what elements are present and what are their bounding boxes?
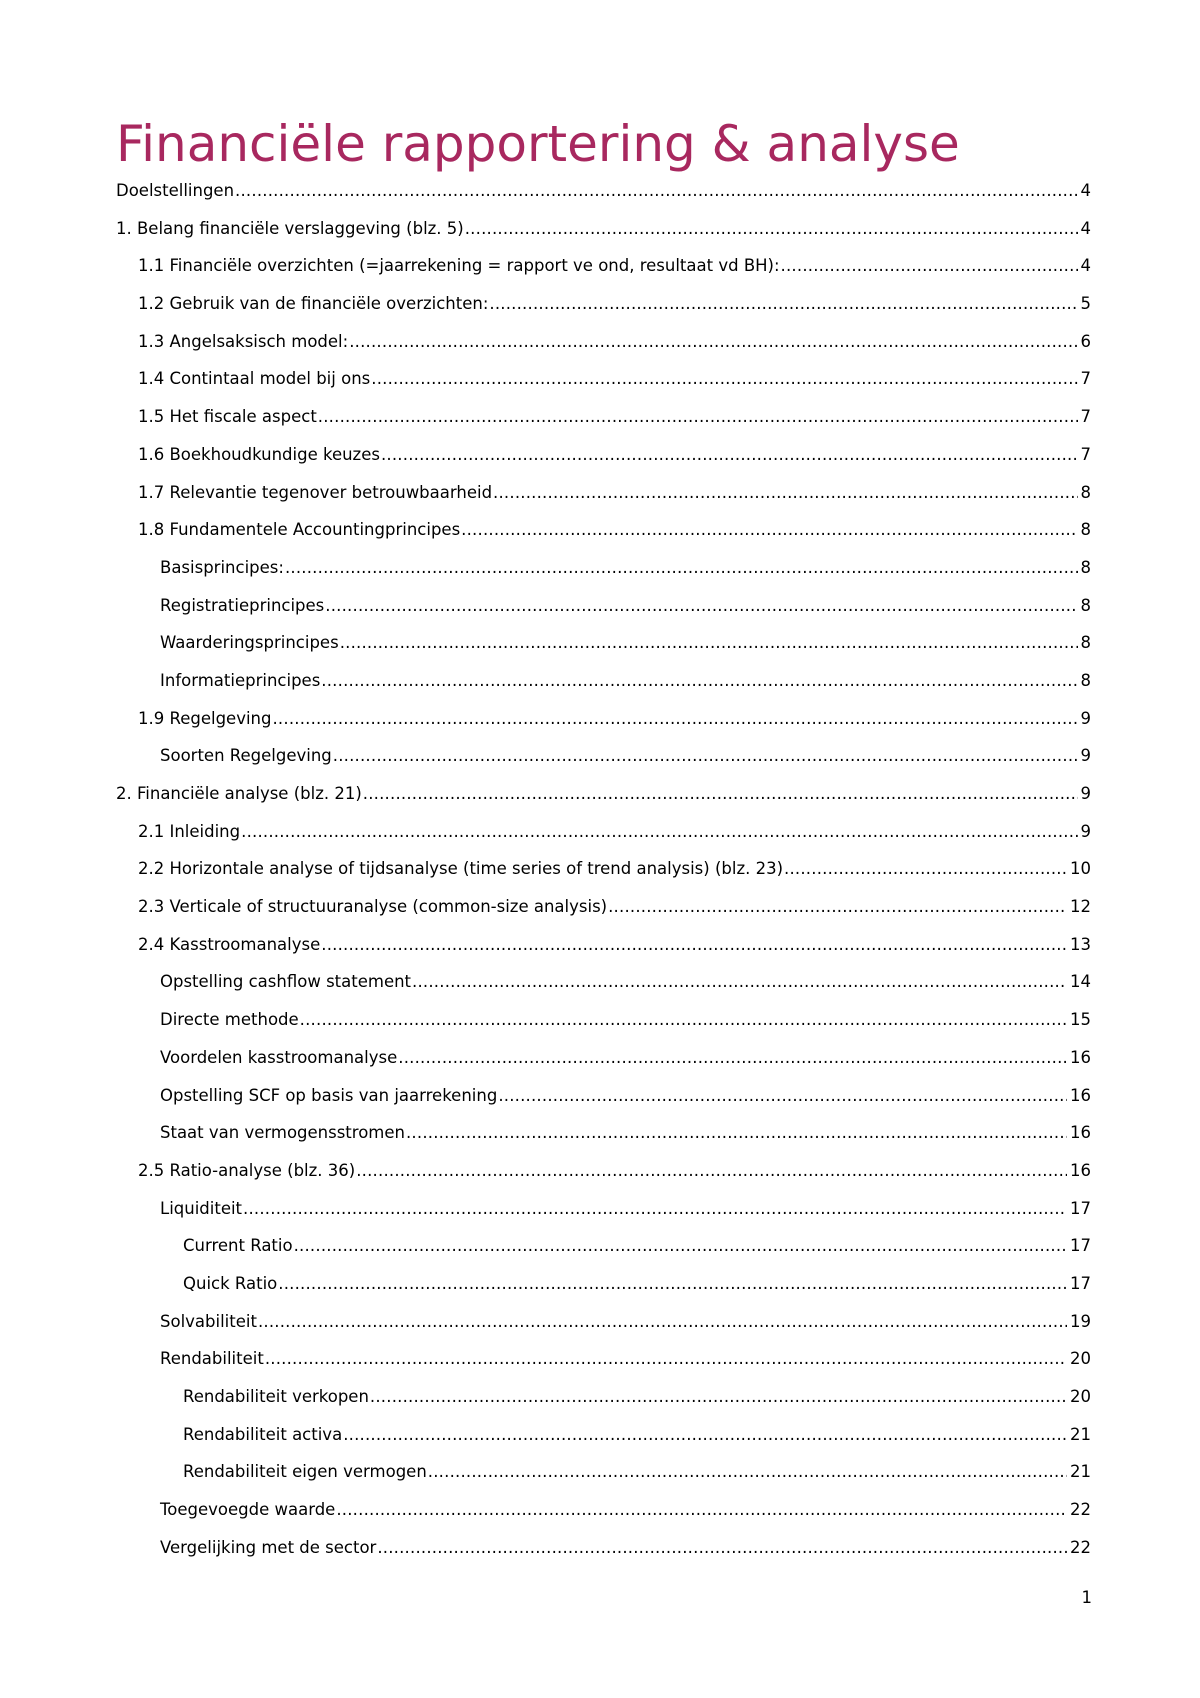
toc-leader-dots: [461, 511, 1077, 549]
toc-entry[interactable]: [116, 1529, 1091, 1567]
toc-leader-dots: [325, 587, 1077, 625]
toc-entry-label[interactable]: Rendabiliteit: [160, 1349, 264, 1369]
toc-leader-dots: [318, 398, 1078, 436]
toc-entry-label[interactable]: 2.1 Inleiding: [138, 821, 241, 841]
toc-leader-dots: [363, 775, 1078, 813]
toc-entry-label[interactable]: Informatieprincipes: [160, 670, 321, 690]
page-title: Financiële rapportering & analyse: [116, 115, 960, 173]
toc-entry-label[interactable]: 2.5 Ratio-analyse (blz. 36): [138, 1160, 356, 1180]
toc-entry[interactable]: [116, 737, 1091, 775]
toc-entry-page[interactable]: 17: [1070, 1236, 1091, 1256]
toc-leader-dots: [493, 474, 1077, 512]
toc-entry-page[interactable]: 20: [1070, 1387, 1091, 1406]
toc-entry[interactable]: [116, 587, 1091, 625]
toc-entry-label[interactable]: Soorten Regelgeving: [160, 746, 332, 766]
toc-entry[interactable]: [116, 210, 1091, 248]
toc-entry[interactable]: [116, 1378, 1091, 1416]
toc-entry-page[interactable]: 12: [1070, 897, 1091, 917]
toc-entry[interactable]: [116, 1001, 1091, 1039]
toc-leader-dots: [333, 737, 1078, 775]
toc-entry-page[interactable]: 7: [1080, 407, 1091, 427]
toc-leader-dots: [285, 549, 1078, 587]
toc-entry[interactable]: [116, 1416, 1091, 1454]
toc-entry[interactable]: [116, 926, 1091, 964]
toc-entry[interactable]: [116, 436, 1091, 474]
toc-leader-dots: [265, 1340, 1067, 1378]
toc-entry[interactable]: [116, 1039, 1091, 1077]
toc-entry[interactable]: [116, 1077, 1091, 1115]
toc-leader-dots: [784, 850, 1067, 888]
toc-entry-page[interactable]: 13: [1070, 934, 1091, 954]
toc-entry-label[interactable]: Doelstellingen: [116, 181, 235, 200]
toc-entry[interactable]: [116, 1453, 1091, 1491]
toc-entry-label[interactable]: 1.4 Contintaal model bij ons: [138, 369, 371, 389]
toc-entry-page[interactable]: 9: [1080, 784, 1091, 803]
toc-entry-label[interactable]: Rendabiliteit activa: [183, 1424, 343, 1444]
toc-entry-label[interactable]: 1.2 Gebruik van de financiële overzichten:: [138, 294, 489, 314]
toc-entry[interactable]: [116, 360, 1091, 398]
toc-entry[interactable]: [116, 247, 1091, 285]
toc-entry[interactable]: [116, 888, 1091, 926]
toc-entry-page[interactable]: 9: [1080, 746, 1091, 766]
toc-entry-page[interactable]: 10: [1070, 859, 1091, 879]
toc-entry[interactable]: [116, 1114, 1091, 1152]
toc-entry-page[interactable]: 14: [1070, 972, 1091, 992]
toc-entry[interactable]: [116, 1340, 1091, 1378]
toc-leader-dots: [489, 285, 1077, 323]
toc-leader-dots: [272, 700, 1077, 738]
toc-entry-label[interactable]: Vergelijking met de sector: [160, 1537, 377, 1557]
toc-entry-page[interactable]: 17: [1070, 1273, 1091, 1293]
toc-entry-page[interactable]: 8: [1080, 670, 1091, 690]
toc-entry-label[interactable]: Quick Ratio: [183, 1273, 278, 1293]
toc-entry-label[interactable]: Voordelen kasstroomanalyse: [160, 1047, 398, 1067]
toc-entry-label[interactable]: Opstelling cashflow statement: [160, 972, 412, 992]
toc-leader-dots: [340, 624, 1078, 662]
toc-entry[interactable]: [116, 1491, 1091, 1529]
toc-entry-label[interactable]: 1.6 Boekhoudkundige keuzes: [138, 444, 380, 464]
toc-leader-dots: [241, 813, 1077, 851]
toc-entry-page[interactable]: 5: [1080, 294, 1091, 314]
toc-leader-dots: [781, 247, 1078, 285]
toc-entry-page[interactable]: 7: [1080, 444, 1091, 464]
toc-entry-page[interactable]: 16: [1070, 1085, 1091, 1105]
toc-entry-label[interactable]: Liquiditeit: [160, 1198, 243, 1218]
toc-entry-page[interactable]: 17: [1070, 1198, 1091, 1218]
toc-entry-page[interactable]: 20: [1070, 1349, 1091, 1369]
page-number: 1: [1081, 1588, 1092, 1607]
toc-entry[interactable]: [116, 624, 1091, 662]
toc-entry-page[interactable]: 16: [1070, 1047, 1091, 1067]
toc-entry-page[interactable]: 22: [1070, 1500, 1091, 1520]
toc-leader-dots: [321, 926, 1067, 964]
toc-entry-page[interactable]: 15: [1070, 1010, 1091, 1030]
toc-entry-page[interactable]: 8: [1080, 557, 1091, 577]
toc-entry[interactable]: [116, 511, 1091, 549]
toc-entry-label[interactable]: Current Ratio: [183, 1236, 293, 1256]
toc-entry[interactable]: [116, 549, 1091, 587]
toc-leader-dots: [498, 1077, 1067, 1115]
toc-entry-page[interactable]: 22: [1070, 1537, 1091, 1557]
toc-leader-dots: [258, 1303, 1067, 1341]
toc-entry[interactable]: [116, 775, 1091, 813]
toc-leader-dots: [243, 1190, 1067, 1228]
toc-entry-label[interactable]: 1.3 Angelsaksisch model:: [138, 331, 349, 351]
toc-leader-dots: [294, 1227, 1067, 1265]
toc-entry[interactable]: [116, 1152, 1091, 1190]
toc-leader-dots: [398, 1039, 1067, 1077]
toc-entry-page[interactable]: 21: [1070, 1462, 1091, 1482]
toc-entry-page[interactable]: 16: [1070, 1123, 1091, 1143]
toc-entry-page[interactable]: 8: [1080, 520, 1091, 540]
toc-entry-page[interactable]: 21: [1070, 1424, 1091, 1444]
toc-leader-dots: [235, 172, 1077, 210]
toc-entry[interactable]: [116, 1227, 1091, 1265]
toc-leader-dots: [349, 323, 1077, 361]
toc-leader-dots: [406, 1114, 1067, 1152]
toc-entry[interactable]: [116, 1190, 1091, 1228]
toc-entry-label[interactable]: Waarderingsprincipes: [160, 633, 339, 653]
table-of-contents: [116, 172, 1091, 1566]
toc-entry[interactable]: [116, 662, 1091, 700]
toc-leader-dots: [381, 436, 1078, 474]
toc-entry-label[interactable]: Directe methode: [160, 1010, 299, 1030]
toc-entry-page[interactable]: 8: [1080, 633, 1091, 653]
toc-entry-label[interactable]: 1. Belang financiële verslaggeving (blz. 5): [116, 218, 464, 238]
toc-entry-label[interactable]: 1.9 Regelgeving: [138, 708, 272, 728]
toc-entry-label[interactable]: 2. Financiële analyse (blz. 21): [116, 784, 362, 803]
toc-entry-page[interactable]: 4: [1080, 181, 1091, 200]
toc-entry-label[interactable]: Toegevoegde waarde: [160, 1500, 336, 1520]
toc-entry[interactable]: [116, 850, 1091, 888]
toc-entry-label[interactable]: 2.4 Kasstroomanalyse: [138, 934, 321, 954]
toc-leader-dots: [608, 888, 1067, 926]
toc-entry-page[interactable]: 4: [1080, 256, 1091, 276]
toc-entry-label[interactable]: Basisprincipes:: [160, 557, 284, 577]
toc-leader-dots: [343, 1416, 1067, 1454]
toc-entry-label[interactable]: 1.5 Het fiscale aspect: [138, 407, 317, 427]
toc-entry-page[interactable]: 8: [1080, 482, 1091, 502]
toc-leader-dots: [428, 1453, 1067, 1491]
toc-entry-page[interactable]: 6: [1080, 331, 1091, 351]
toc-entry-page[interactable]: 9: [1080, 708, 1091, 728]
toc-entry-label[interactable]: Staat van vermogensstromen: [160, 1123, 405, 1143]
toc-entry[interactable]: [116, 323, 1091, 361]
toc-leader-dots: [370, 1378, 1067, 1416]
toc-entry-page[interactable]: 7: [1080, 369, 1091, 389]
toc-entry[interactable]: [116, 398, 1091, 436]
toc-entry-label[interactable]: 1.8 Fundamentele Accountingprincipes: [138, 520, 461, 540]
toc-entry[interactable]: [116, 813, 1091, 851]
toc-entry-label[interactable]: 1.7 Relevantie tegenover betrouwbaarheid: [138, 482, 493, 502]
toc-leader-dots: [371, 360, 1077, 398]
toc-leader-dots: [465, 210, 1078, 248]
toc-entry-label[interactable]: Registratieprincipes: [160, 595, 325, 615]
toc-entry-page[interactable]: 16: [1070, 1160, 1091, 1180]
toc-leader-dots: [321, 662, 1077, 700]
toc-entry-page[interactable]: 8: [1080, 595, 1091, 615]
toc-leader-dots: [412, 963, 1067, 1001]
toc-entry-page[interactable]: 19: [1070, 1311, 1091, 1331]
toc-leader-dots: [377, 1529, 1067, 1567]
toc-entry[interactable]: [116, 1303, 1091, 1341]
toc-entry-label[interactable]: Rendabiliteit eigen vermogen: [183, 1462, 427, 1482]
toc-leader-dots: [300, 1001, 1067, 1039]
toc-leader-dots: [356, 1152, 1067, 1190]
toc-entry[interactable]: [116, 1265, 1091, 1303]
toc-entry[interactable]: [116, 285, 1091, 323]
toc-entry-label[interactable]: 2.3 Verticale of structuuranalyse (common-size analysis): [138, 897, 608, 917]
toc-entry-label[interactable]: 2.2 Horizontale analyse of tijdsanalyse (time series of trend analysis) (blz. 23): [138, 859, 784, 879]
toc-leader-dots: [336, 1491, 1067, 1529]
toc-entry-page[interactable]: 4: [1080, 218, 1091, 238]
toc-leader-dots: [278, 1265, 1067, 1303]
toc-entry[interactable]: [116, 963, 1091, 1001]
toc-entry-label[interactable]: Opstelling SCF op basis van jaarrekening: [160, 1085, 498, 1105]
toc-entry[interactable]: [116, 474, 1091, 512]
toc-entry[interactable]: [116, 172, 1091, 210]
toc-entry-page[interactable]: 9: [1080, 821, 1091, 841]
toc-entry[interactable]: [116, 700, 1091, 738]
toc-entry-label[interactable]: Rendabiliteit verkopen: [183, 1387, 369, 1406]
toc-entry-label[interactable]: 1.1 Financiële overzichten (=jaarrekening = rapport ve ond, resultaat vd BH):: [138, 256, 780, 276]
toc-entry-label[interactable]: Solvabiliteit: [160, 1311, 257, 1331]
